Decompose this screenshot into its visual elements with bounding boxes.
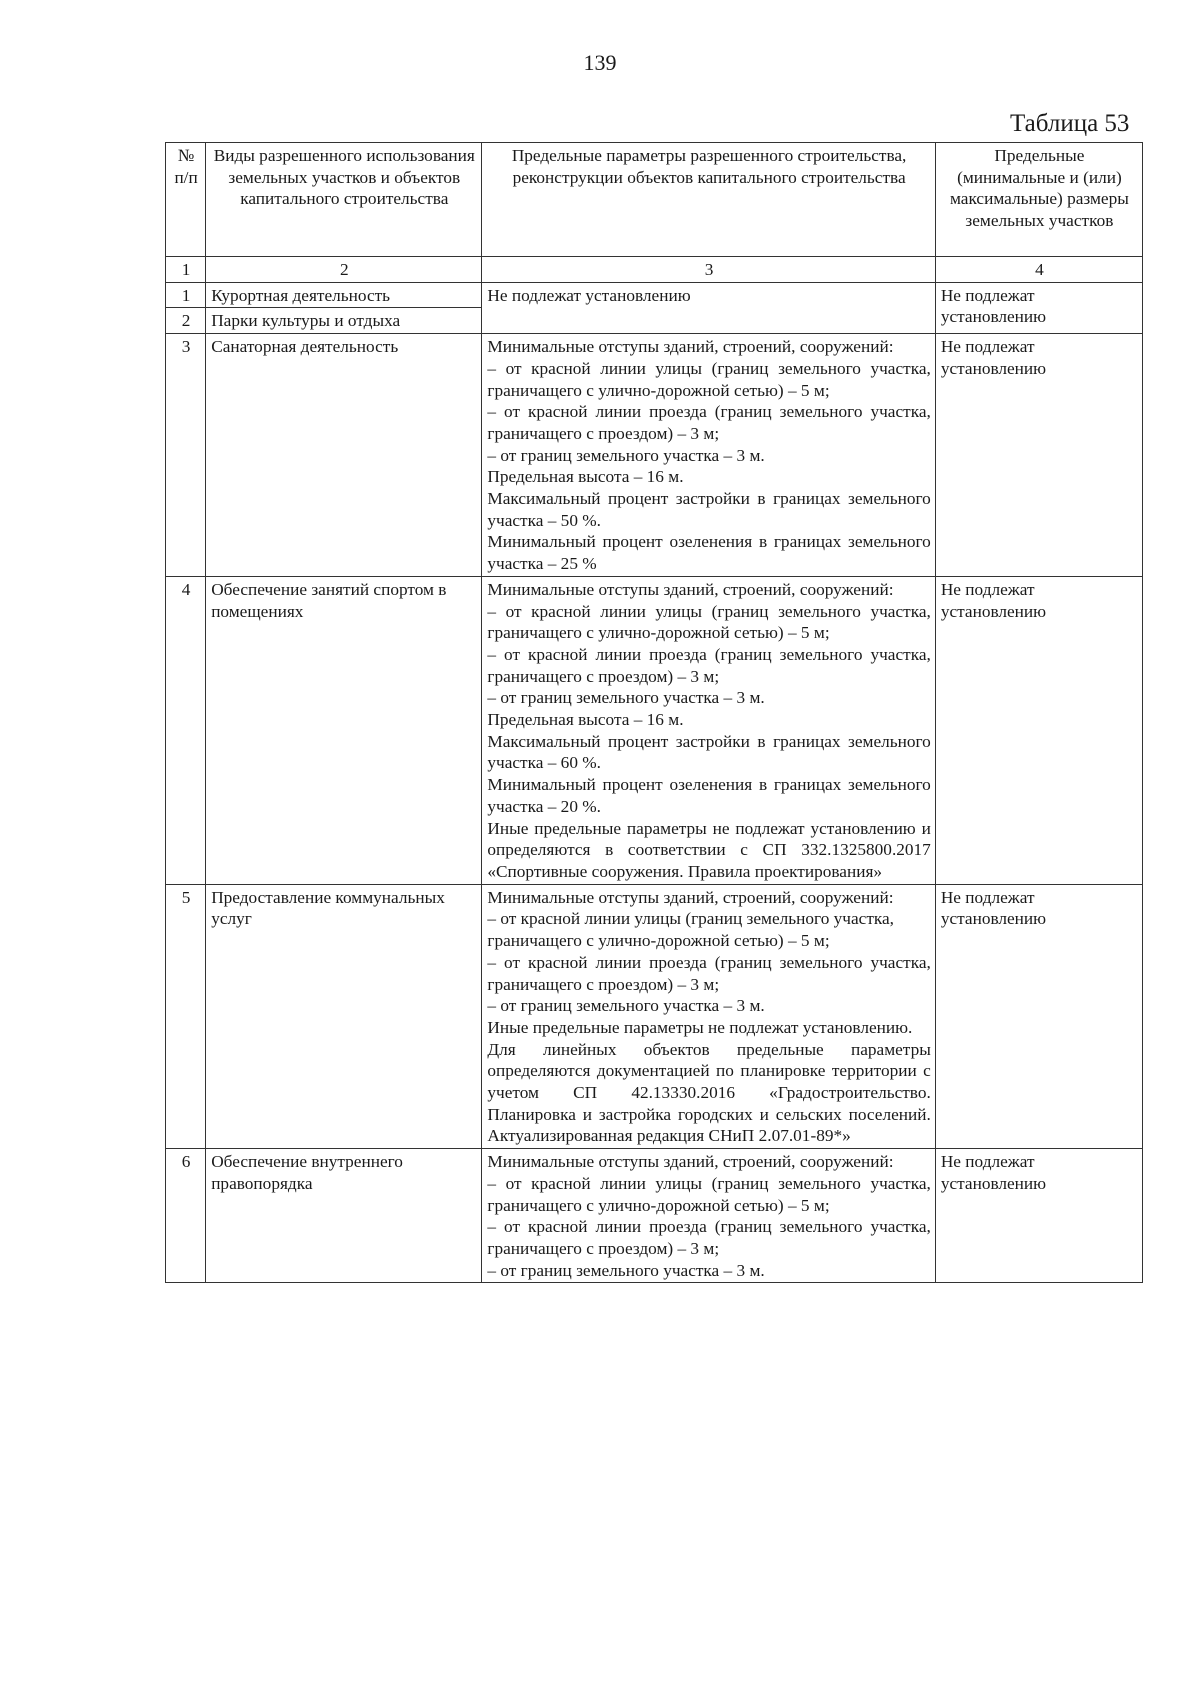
row-use-type: Обеспечение внутреннего правопорядка (206, 1149, 482, 1283)
parameter-line: Предельная высота – 16 м. (487, 710, 684, 730)
column-number-row (166, 257, 1143, 283)
row-use-type: Обеспечение занятий спортом в помещениях (206, 576, 482, 884)
header-plot-size: Предельные (минимальные и (или) максимальные) размеры земельных участков (935, 143, 1142, 257)
parameter-line: Минимальный процент озеленения в границах земельного участка – 20 %. (487, 775, 931, 816)
row-use-type: Курортная деятельность (206, 282, 482, 308)
row-number: 5 (166, 884, 206, 1148)
parameter-line: Минимальный процент озеленения в границах земельного участка – 25 % (487, 532, 931, 574)
table-row (166, 282, 1143, 308)
parameter-line: Предельная высота – 16 м. (487, 467, 684, 487)
parameter-line: Минимальные отступы зданий, строений, сооружений: (487, 887, 894, 907)
column-number: 1 (166, 257, 206, 283)
parameter-line: Минимальные отступы зданий, строений, сооружений: (487, 1152, 894, 1172)
column-number: 3 (482, 257, 935, 283)
parameter-line: – от красной линии улицы (границ земельного участка, граничащего с улично-дорожной сетью) – 5 м; (487, 358, 931, 400)
row-plot-size: Не подлежат установлению (935, 282, 1142, 333)
parameter-line: Для линейных объектов предельные параметры определяются документацией по планировке территории с учетом СП 42.13330.2016 «Градостроительство. Планировка и застройка городских и сельских поселений. Актуализированная редакция СНиП 2.07.01-89*» (487, 1039, 931, 1146)
row-number: 4 (166, 576, 206, 884)
parameter-line: – от границ земельного участка – 3 м. (487, 688, 765, 708)
table-row (166, 884, 1143, 1148)
row-number: 2 (166, 308, 206, 334)
row-use-type: Парки культуры и отдыха (206, 308, 482, 334)
parameter-line: – от границ земельного участка – 3 м. (487, 445, 765, 465)
parameter-line: Иные предельные параметры не подлежат установлению. (487, 1017, 913, 1037)
row-use-type: Предоставление коммунальных услуг (206, 884, 482, 1148)
row-parameters (482, 1149, 935, 1283)
parameter-line: – от красной линии улицы (границ земельного участка, граничащего с улично-дорожной сетью) – 5 м; (487, 1173, 931, 1215)
header-use-type: Виды разрешенного использования земельных участков и объектов капитального строительства (206, 143, 482, 257)
table-row (166, 334, 1143, 577)
column-number: 4 (935, 257, 1142, 283)
header-parameters: Предельные параметры разрешенного строительства, реконструкции объектов капитального строительства (482, 143, 935, 257)
parameter-line: – от красной линии улицы (границ земельного участка, граничащего с улично-дорожной сетью) – 5 м; (487, 601, 931, 643)
parameter-line: – от красной линии проезда (границ земельного участка, граничащего с проездом) – 3 м; (487, 1217, 931, 1258)
header-number: № п/п (166, 143, 206, 257)
row-parameters (482, 282, 935, 333)
row-number: 6 (166, 1149, 206, 1283)
row-plot-size: Не подлежат установлению (935, 884, 1142, 1148)
column-number: 2 (206, 257, 482, 283)
page-number: 139 (583, 50, 617, 75)
parameter-line: – от красной линии проезда (границ земельного участка, граничащего с проездом) – 3 м; (487, 402, 931, 443)
table-row (166, 576, 1143, 884)
row-parameters (482, 884, 935, 1148)
parameter-line: – от границ земельного участка – 3 м. (487, 1260, 765, 1280)
parameter-line: граничащего с улично-дорожной сетью) – 5 м; (487, 931, 830, 951)
table-header-row (166, 143, 1143, 257)
row-parameters (482, 576, 935, 884)
table-caption: Таблица 53 (1010, 110, 1130, 137)
parameter-line: Минимальные отступы зданий, строений, сооружений: (487, 579, 894, 599)
row-plot-size: Не подлежат установлению (935, 576, 1142, 884)
parameter-line: Иные предельные параметры не подлежат установлению и определяются в соответствии с СП 332.1325800.2017 «Спортивные сооружения. Правила проектирования» (487, 818, 931, 881)
parameter-line: – от красной линии улицы (границ земельного участка, (487, 909, 895, 929)
parameter-line: Не подлежат установлению (487, 285, 691, 305)
row-number: 1 (166, 282, 206, 308)
parameter-line: Минимальные отступы зданий, строений, сооружений: (487, 337, 894, 357)
row-use-type: Санаторная деятельность (206, 334, 482, 577)
parameter-line: – от границ земельного участка – 3 м. (487, 996, 765, 1016)
parameter-line: Максимальный процент застройки в границах земельного участка – 60 %. (487, 731, 931, 773)
parameter-line: – от красной линии проезда (границ земельного участка, граничащего с проездом) – 3 м; (487, 952, 931, 994)
row-number: 3 (166, 334, 206, 577)
row-parameters (482, 334, 935, 577)
table-row (166, 1149, 1143, 1283)
parameter-line: Максимальный процент застройки в границах земельного участка – 50 %. (487, 489, 931, 530)
row-plot-size: Не подлежат установлению (935, 334, 1142, 577)
row-plot-size: Не подлежат установлению (935, 1149, 1142, 1283)
parameter-line: – от красной линии проезда (границ земельного участка, граничащего с проездом) – 3 м; (487, 644, 931, 686)
regulations-table (165, 142, 1143, 1283)
